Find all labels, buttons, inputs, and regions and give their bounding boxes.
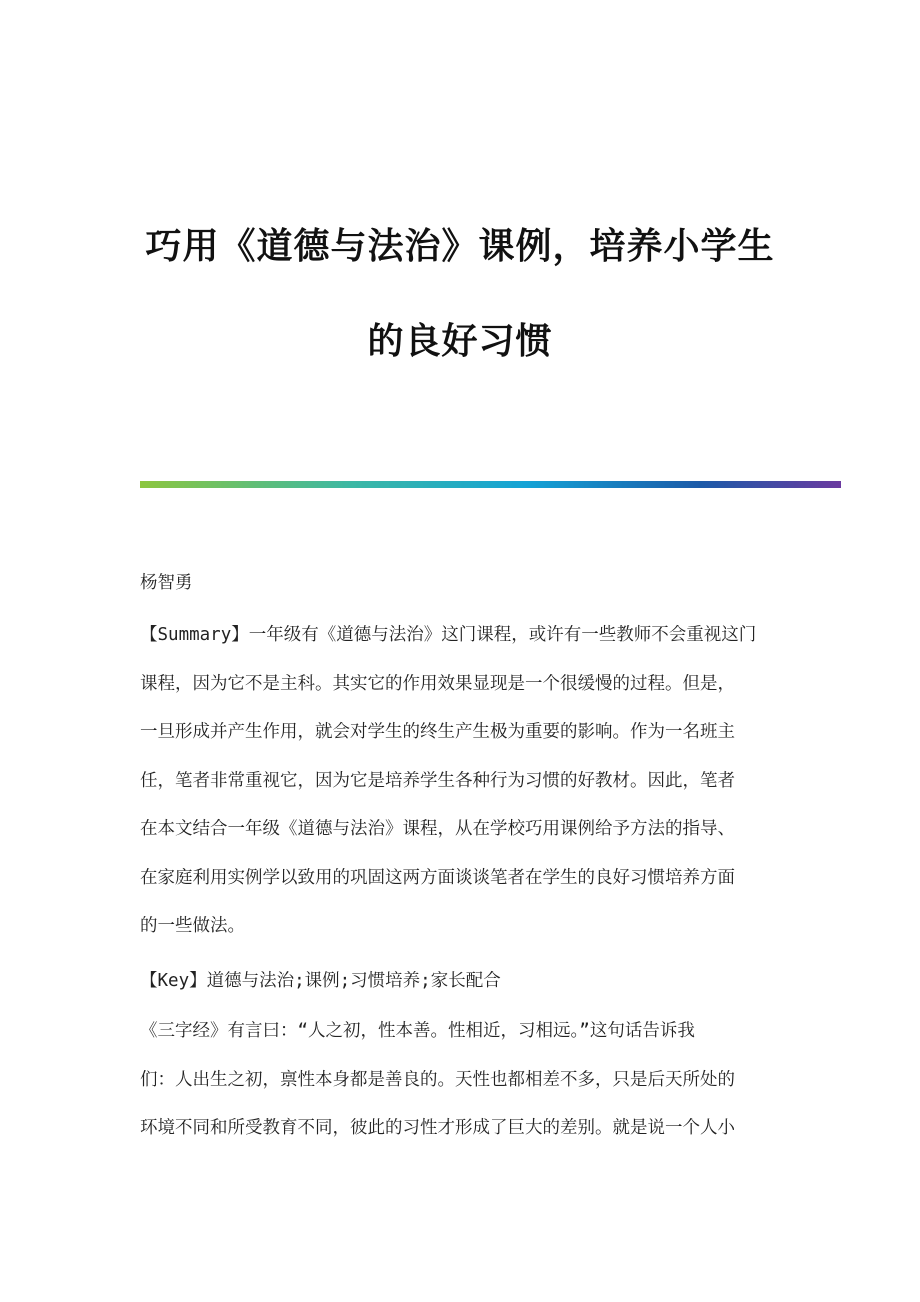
summary-line: 的一些做法。 [140, 916, 245, 936]
author-name: 杨智勇 [140, 573, 193, 593]
gradient-divider [140, 481, 841, 488]
document-title-line-1: 巧用《道德与法治》课例，培养小学生 [145, 225, 775, 267]
summary-line: 在本文结合一年级《道德与法治》课程，从在学校巧用课例给予方法的指导、 [140, 819, 735, 839]
summary-line: 一旦形成并产生作用，就会对学生的终生产生极为重要的影响。作为一名班主 [140, 722, 735, 742]
summary-line: 【Summary】一年级有《道德与法治》这门课程，或许有一些教师不会重视这门 [140, 625, 757, 645]
summary-line: 任，笔者非常重视它，因为它是培养学生各种行为习惯的好教材。因此，笔者 [140, 770, 735, 791]
summary-paragraph [140, 611, 780, 951]
document-title-line-2: 的良好习惯 [367, 320, 553, 362]
intro-line: 《三字经》有言曰：“人之初，性本善。性相近，习相远。”这句话告诉我 [140, 1021, 695, 1041]
intro-line: 们：人出生之初，禀性本身都是善良的。天性也都相差不多，只是后天所处的 [140, 1069, 735, 1090]
intro-line: 环境不同和所受教育不同，彼此的习性才形成了巨大的差别。就是说一个人小 [140, 1118, 735, 1138]
summary-line: 课程，因为它不是主科。其实它的作用效果显现是一个很缓慢的过程。但是， [140, 673, 735, 694]
keywords-line: 【Key】道德与法治;课例;习惯培养;家长配合 [140, 971, 501, 991]
intro-paragraph [140, 1007, 780, 1153]
summary-line: 在家庭利用实例学以致用的巩固这两方面谈谈笔者在学生的良好习惯培养方面 [140, 867, 735, 888]
